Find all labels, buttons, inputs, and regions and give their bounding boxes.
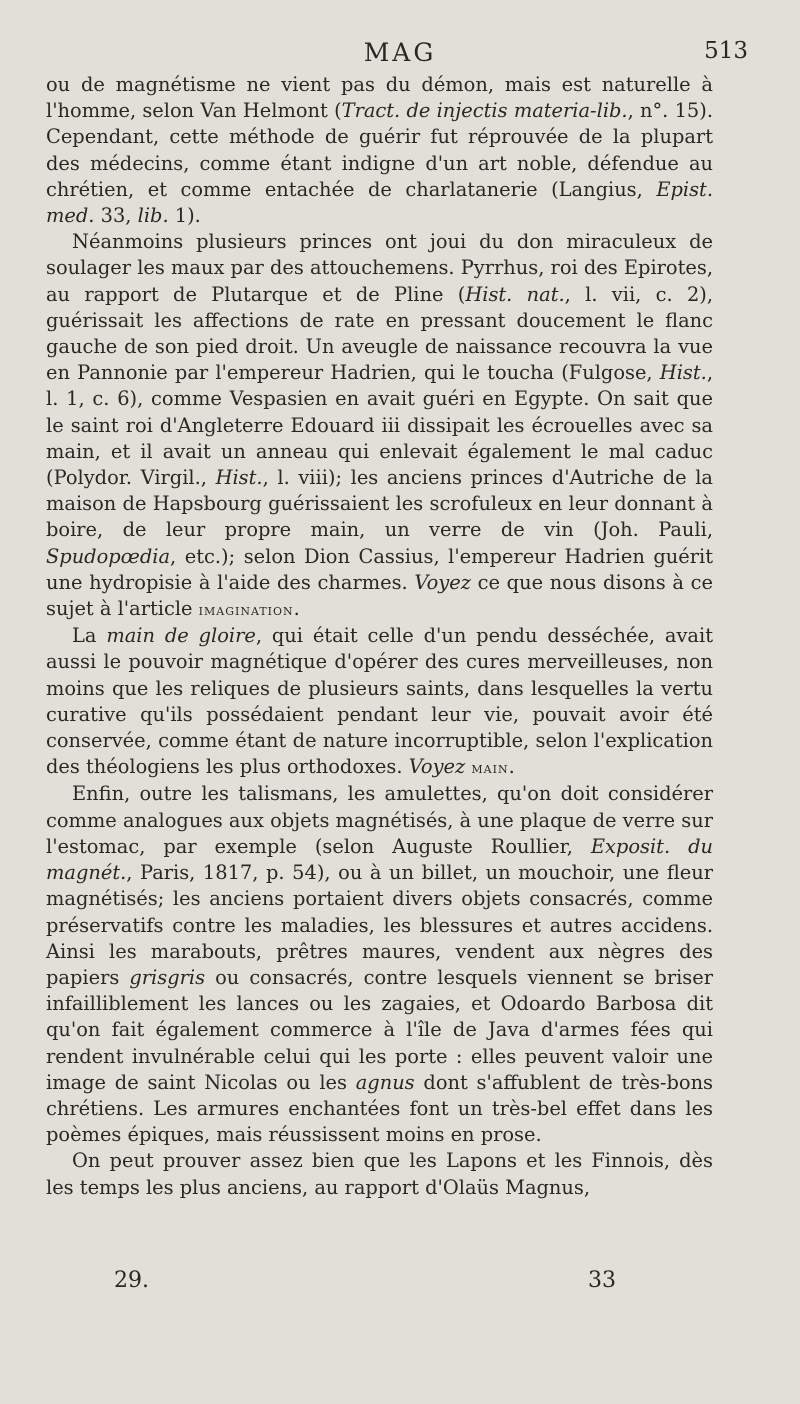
text-span: . <box>293 597 300 621</box>
quire-number: 33 <box>588 1268 616 1293</box>
text-span: On peut prouver assez bien que les Lapons et les Finnois, dès les temps les plus anciens, au rapport d'Olaüs Magnus, <box>46 1149 713 1199</box>
italic-span: Epist. med. <box>46 177 713 228</box>
paragraph <box>46 623 713 781</box>
paragraph <box>46 1148 713 1200</box>
page-number: 513 <box>704 38 748 64</box>
small-caps-span: main <box>471 759 509 778</box>
text-span: Enfin, outre les talismans, les amulettes, qu'on doit considérer comme analogues aux objets magnétisés, à une plaque de verre sur l'estomac, par exemple (selon Auguste Roullier, <box>46 782 713 858</box>
italic-span: Voyez <box>414 570 471 594</box>
italic-span: Exposit. du magnét. <box>46 834 713 885</box>
signature-mark: 29. <box>114 1268 149 1293</box>
paragraph <box>46 72 713 229</box>
text-span: , n°. 15). Cependant, cette méthode de guérir fut réprouvée de la plupart des médecins, comme étant indigne d'un art noble, défendue au chrétien, et comme entachée de charlatanerie (Langius, <box>46 99 713 201</box>
paragraph <box>46 781 713 1148</box>
text-span: , l. viii); les anciens princes d'Autriche de la maison de Hapsbourg guérissaient les scrofuleux en leur donnant à boire, de leur propre main, un verre de vin (Joh. Pauli, <box>46 466 713 542</box>
text-span: Néanmoins plusieurs princes ont joui du don miraculeux de soulager les maux par des attouchemens. Pyrrhus, roi des Epirotes, au rapport de Plutarque et de Pline ( <box>46 230 713 306</box>
italic-span: Spudopœdia <box>46 544 171 568</box>
running-head <box>0 38 800 68</box>
italic-span: Hist. nat. <box>465 282 565 306</box>
text-span: , qui était celle d'un pendu desséchée, avait aussi le pouvoir magnétique d'opérer des cures merveilleuses, non moins que les reliques de plusieurs saints, dans lesquelles la vertu curative qu'ils possédaient pendant leur vie, pouvait avoir été conservée, comme étant de nature incorruptible, selon l'explication des théologiens les plus orthodoxes. <box>46 624 713 779</box>
text-span: 33, <box>94 204 138 228</box>
body-text <box>46 72 713 1201</box>
text-span: , Paris, 1817, p. 54), ou à un billet, un mouchoir, une fleur magnétisés; les anciens portaient divers objets consacrés, comme préservatifs contre les maladies, les blessures et autres accidens. Ainsi les marabouts, prêtres maures, vendent aux nègres des papiers <box>46 861 713 989</box>
running-title: MAG <box>363 38 437 67</box>
text-span: , l. vii, c. 2), guérissait les affections de rate en pressant doucement le flanc gauche de son pied droit. Un aveugle de naissance recouvra la vue en Pannonie par l'empereur Hadrien, qui le toucha (Fulgose, <box>46 282 714 385</box>
text-span: 1). <box>168 204 201 228</box>
italic-span: grisgris <box>129 965 206 989</box>
italic-span: Hist. <box>215 466 263 490</box>
text-span: La <box>72 624 107 648</box>
italic-span: Tract. de injectis materia-lib. <box>341 99 628 123</box>
paragraph <box>46 229 713 623</box>
italic-span: Hist. <box>659 361 707 385</box>
text-span: ou consacrés, contre lesquels viennent se briser infailliblement les lances ou les zagaies, et Odoardo Barbosa dit qu'on fait également commerce à l'île de Java d'armes fées qui rendent invulnérable celui qui les porte : elles peuvent valoir une image de saint Nicolas ou les <box>46 965 713 1094</box>
text-span: dont s'affublent de très-bons chrétiens. Les armures enchantées font un très-bel effet dans les poèmes épiques, mais réussissent moins en prose. <box>46 1070 714 1147</box>
italic-span: Voyez <box>408 755 466 779</box>
text-span: , l. 1, c. 6), comme Vespasien en avait guéri en Egypte. On sait que le saint roi d'Angleterre Edouard iii dissipait les écrouelles avec sa main, et il avait un anneau qui enlevait également le mal caduc (Polydor. Virgil., <box>46 361 713 490</box>
text-span: ce que nous disons à ce sujet à l'article <box>46 570 714 621</box>
text-span: , etc.); selon Dion Cassius, l'empereur Hadrien guérit une hydropisie à l'aide des charmes. <box>46 544 713 594</box>
page-footer <box>0 1268 800 1298</box>
italic-span: main de gloire <box>106 624 256 648</box>
italic-span: agnus <box>355 1070 415 1094</box>
small-caps-span: imagination <box>198 601 294 620</box>
italic-span: lib. <box>137 204 169 228</box>
text-span: ou de magnétisme ne vient pas du démon, mais est naturelle à l'homme, selon Van Helmont ( <box>46 73 713 123</box>
text-span: . <box>508 755 515 779</box>
